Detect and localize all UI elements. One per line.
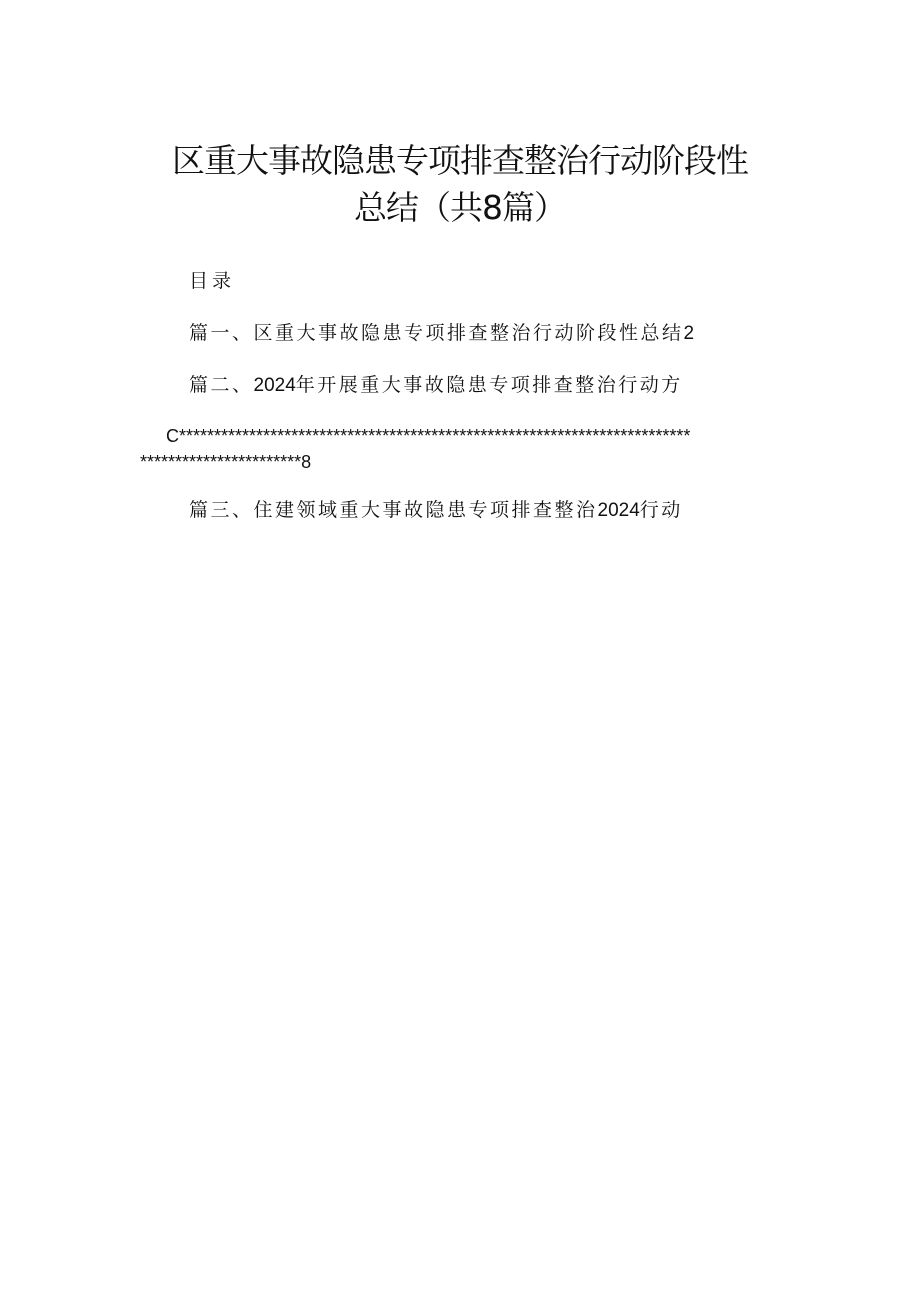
- toc-entry-2[interactable]: [189, 372, 683, 399]
- toc-entry-1-label: 篇一、区重大事故隐患专项排查整治行动阶段性总结: [189, 322, 684, 344]
- toc-heading: 目录: [189, 270, 236, 292]
- toc-entry-2-prefix: 篇二、: [189, 374, 254, 396]
- toc-entry-1-page: 2: [683, 323, 695, 344]
- toc-entry-2-suffix: 年开展重大事故隐患专项排查整治行动方: [295, 374, 683, 396]
- document-title-line-1: 区重大事故隐患专项排查整治行动阶段性: [172, 141, 748, 180]
- toc-entry-3-prefix: 篇三、住建领域重大事故隐患专项排查整治: [189, 499, 598, 521]
- toc-entry-2-year: 2024: [253, 375, 296, 396]
- toc-entry-3-suffix: 行动: [639, 499, 683, 521]
- toc-entry-1[interactable]: [189, 320, 694, 347]
- toc-entry-2-leader-line-1: C*************************************************************************: [166, 426, 691, 446]
- toc-entry-2-leader-line-2: ***********************8: [140, 452, 312, 472]
- document-title-line-2: 总结（共8篇）: [354, 188, 566, 227]
- toc-entry-3[interactable]: [189, 497, 683, 524]
- toc-entry-3-year: 2024: [597, 500, 640, 521]
